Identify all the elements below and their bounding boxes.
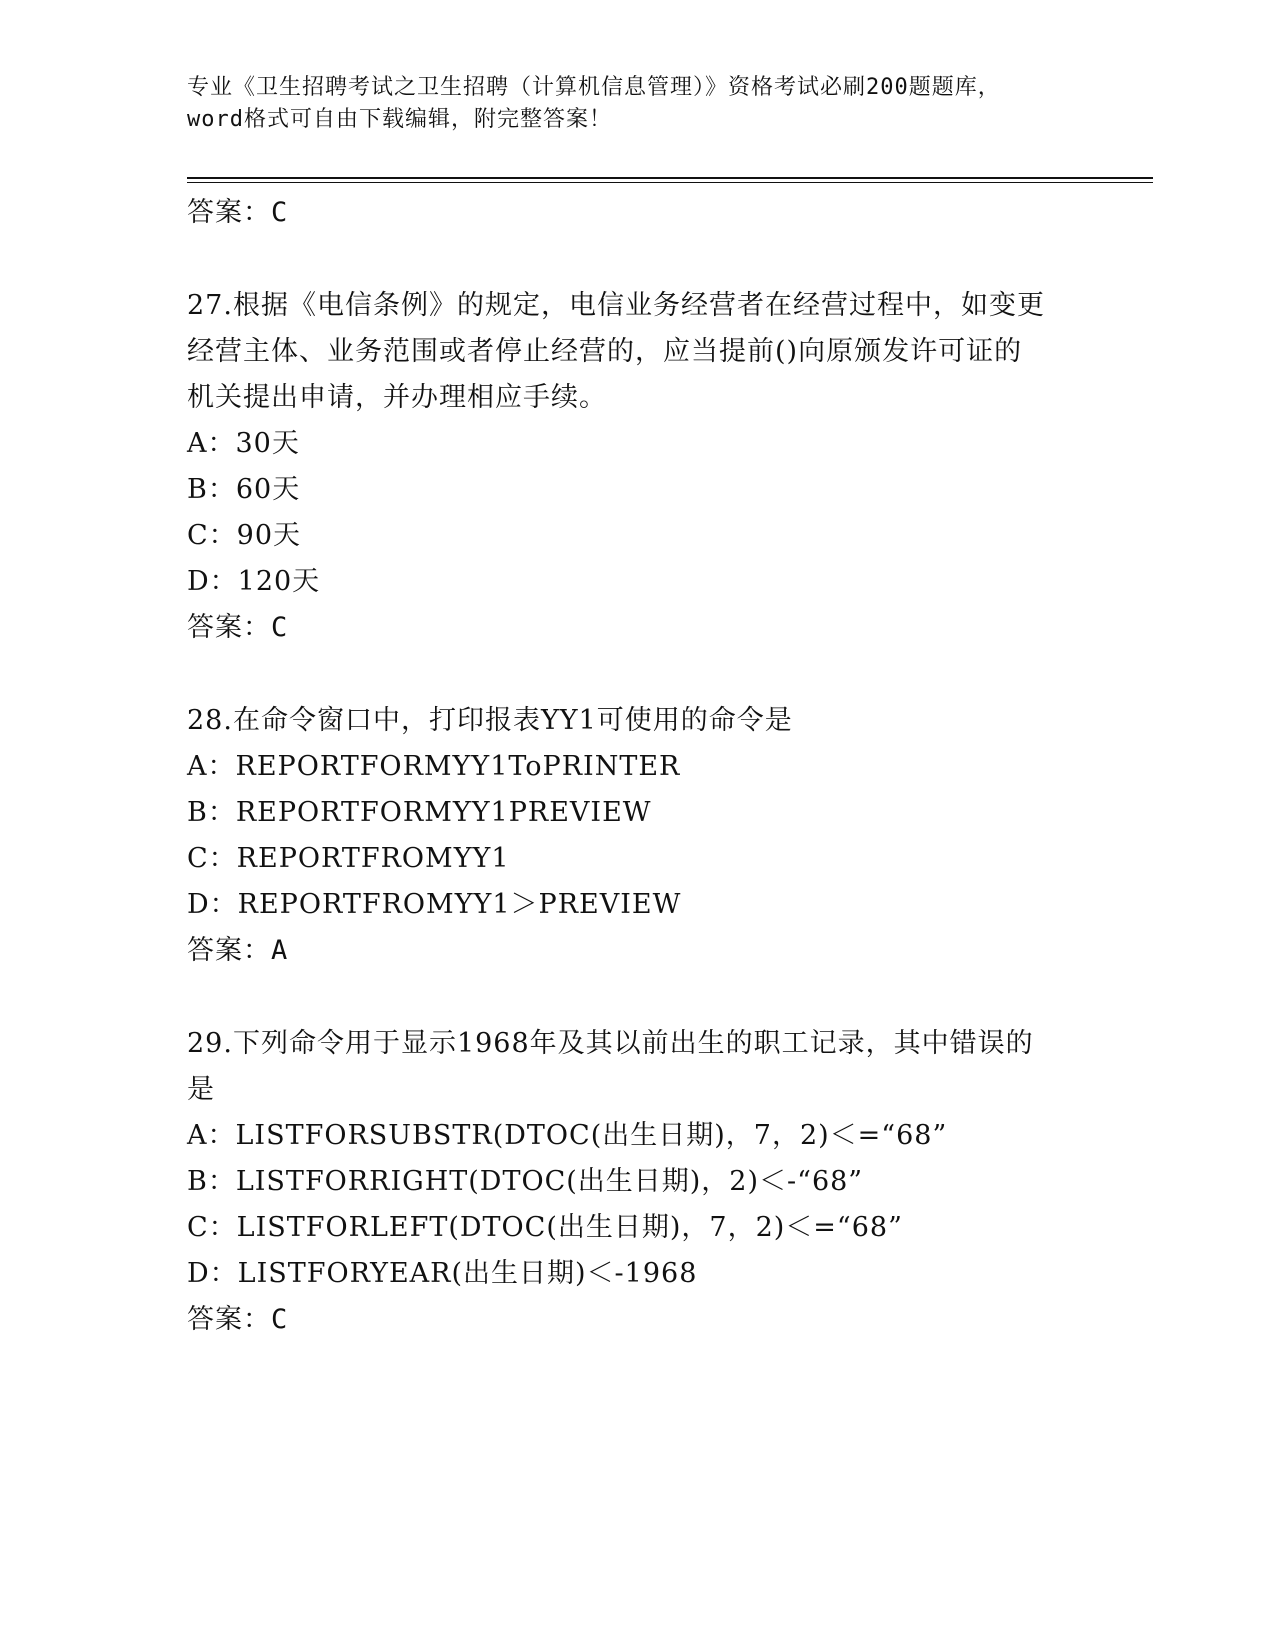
question-line: 27.根据《电信条例》的规定，电信业务经营者在经营过程中，如变更 (187, 290, 1045, 321)
question-line: 是 (187, 1074, 215, 1105)
option-d: D：REPORTFROMYY1＞PREVIEW (187, 889, 682, 920)
question-line: 28.在命令窗口中，打印报表YY1可使用的命令是 (187, 705, 793, 736)
option-c: C：REPORTFROMYY1 (187, 843, 510, 874)
header-divider-thin (187, 182, 1153, 183)
question-line: 机关提出申请，并办理相应手续。 (187, 382, 607, 413)
question-28 (187, 698, 1087, 974)
header-line-2: word格式可自由下载编辑，附完整答案！ (187, 107, 612, 132)
option-a: A：LISTFORSUBSTR(DTOC(出生日期)，7，2)＜=“68” (187, 1120, 948, 1151)
question-29 (187, 1021, 1087, 1343)
option-d: D：LISTFORYEAR(出生日期)＜-1968 (187, 1258, 698, 1289)
option-a: A：30天 (187, 428, 300, 459)
option-b: B：LISTFORRIGHT(DTOC(出生日期)，2)＜-“68” (187, 1166, 864, 1197)
header-divider (187, 177, 1153, 179)
answer: 答案：C (187, 612, 289, 643)
option-b: B：REPORTFORMYY1PREVIEW (187, 797, 652, 828)
question-line: 经营主体、业务范围或者停止经营的，应当提前()向原颁发许可证的 (187, 336, 1023, 367)
answer: 答案：C (187, 1304, 289, 1335)
document-header (187, 72, 1087, 136)
answer: 答案：A (187, 935, 289, 966)
option-a: A：REPORTFORMYY1ToPRINTER (187, 751, 681, 782)
question-stem (187, 698, 1087, 744)
question-stem (187, 1021, 1087, 1113)
previous-answer: 答案：C (187, 197, 289, 228)
option-c: C：LISTFORLEFT(DTOC(出生日期)，7，2)＜=“68” (187, 1212, 903, 1243)
question-list (187, 190, 1087, 1343)
option-b: B：60天 (187, 474, 301, 505)
option-d: D：120天 (187, 566, 321, 597)
option-c: C：90天 (187, 520, 302, 551)
question-line: 29.下列命令用于显示1968年及其以前出生的职工记录，其中错误的 (187, 1028, 1034, 1059)
question-stem (187, 283, 1087, 421)
question-27 (187, 283, 1087, 651)
header-line-1: 专业《卫生招聘考试之卫生招聘（计算机信息管理）》资格考试必刷200题题库， (187, 75, 1001, 100)
